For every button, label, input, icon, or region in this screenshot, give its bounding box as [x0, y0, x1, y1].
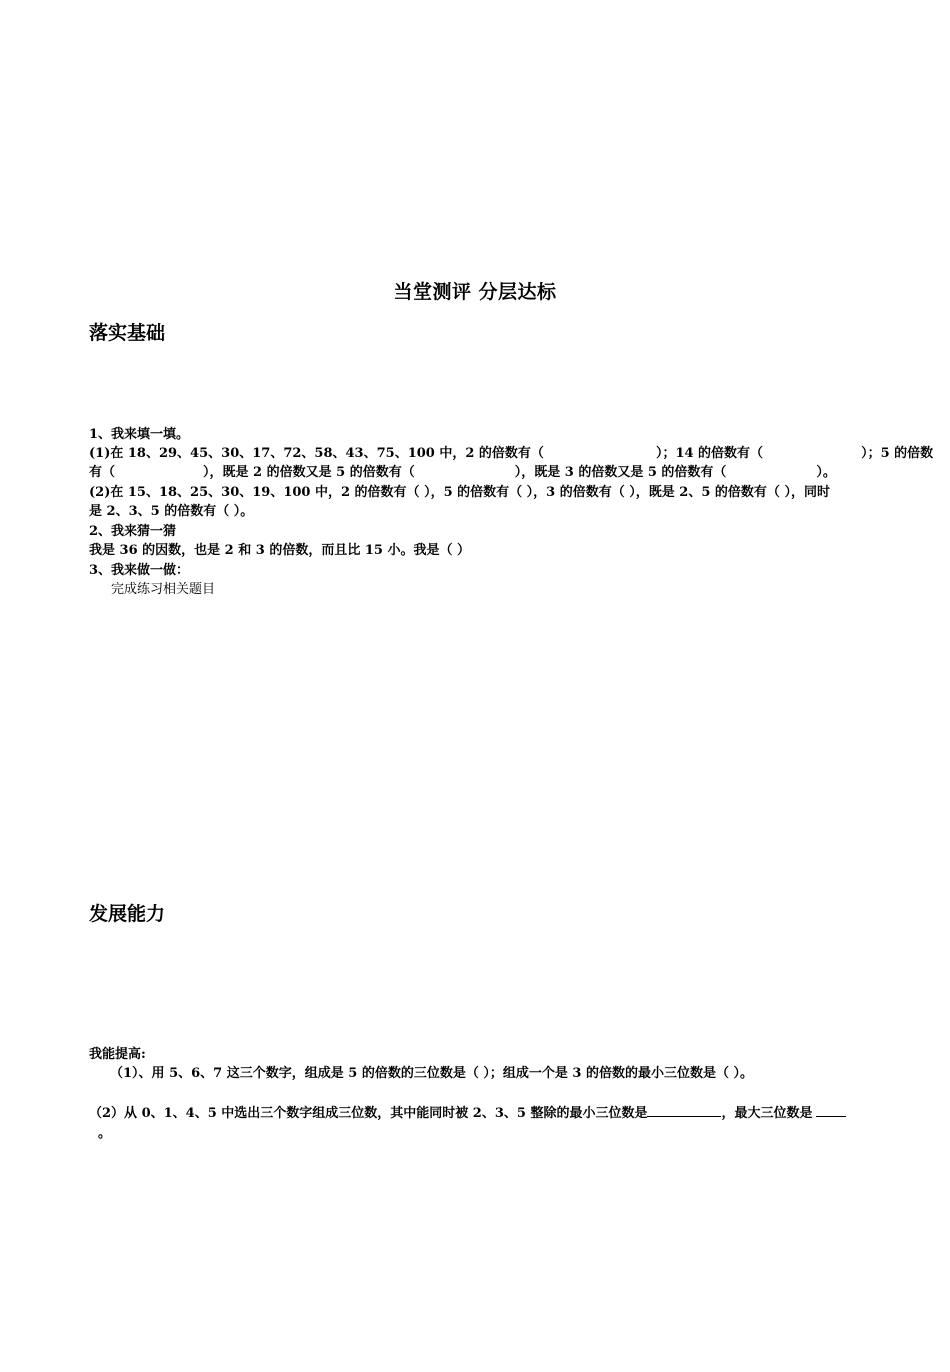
section-heading-basics: 落实基础: [89, 322, 166, 344]
question-1-line-4: 是 2、3、5 的倍数有（ ）。: [89, 504, 254, 519]
answer-blank-largest[interactable]: [816, 1104, 846, 1117]
q1-line1-part-b: ）；14 的倍数有（: [655, 446, 764, 461]
question-1-line-1: [89, 444, 934, 463]
question-1-line-2: [89, 463, 836, 482]
problem-2-part-b: ，最大三位数是: [721, 1106, 813, 1121]
improve-problem-1: （1）、用 5、6、7 这三个数字，组成是 5 的倍数的三位数是（ ）；组成一个是 3 的倍数的最小三位数是（ ）。: [110, 1066, 753, 1081]
improve-subheading: 我能提高:: [89, 1047, 146, 1062]
question-2-text: 我是 36 的因数，也是 2 和 3 的倍数，而且比 15 小。我是（ ）: [89, 543, 471, 558]
question-3-text: 完成练习相关题目: [111, 582, 216, 597]
q1-line2-part-a: 有（: [89, 465, 116, 480]
q1-line2-part-d: ）。: [816, 465, 836, 480]
question-1-heading: 1、我来填一填。: [89, 427, 190, 442]
question-1-line-3: (2)在 15、18、25、30、19、100 中，2 的倍数有（ ），5 的倍数有（ ），3 的倍数有（ ），既是 2、5 的倍数有（ ），同时: [89, 485, 830, 500]
improve-problem-2: [89, 1104, 846, 1123]
answer-blank-smallest[interactable]: [647, 1104, 721, 1117]
q1-line2-part-c: ），既是 3 的倍数又是 5 的倍数有（: [514, 465, 727, 480]
q1-line1-part-a: (1)在 18、29、45、30、17、72、58、43、75、100 中，2 的倍数有（: [89, 446, 544, 461]
page-title: 当堂测评 分层达标: [393, 281, 557, 303]
q1-line1-part-c: ）；5 的倍数: [861, 446, 934, 461]
q1-line2-part-b: ），既是 2 的倍数又是 5 的倍数有（: [203, 465, 415, 480]
question-2-heading: 2、我来猜一猜: [89, 524, 177, 539]
problem-2-part-a: （2）从 0、1、4、5 中选出三个数字组成三位数，其中能同时被 2、3、5 整除的最小三位数是: [89, 1106, 648, 1121]
problem-2-end-mark: 。: [98, 1126, 112, 1141]
section-heading-development: 发展能力: [89, 903, 166, 925]
question-3-heading: 3、我来做一做：: [89, 563, 190, 578]
